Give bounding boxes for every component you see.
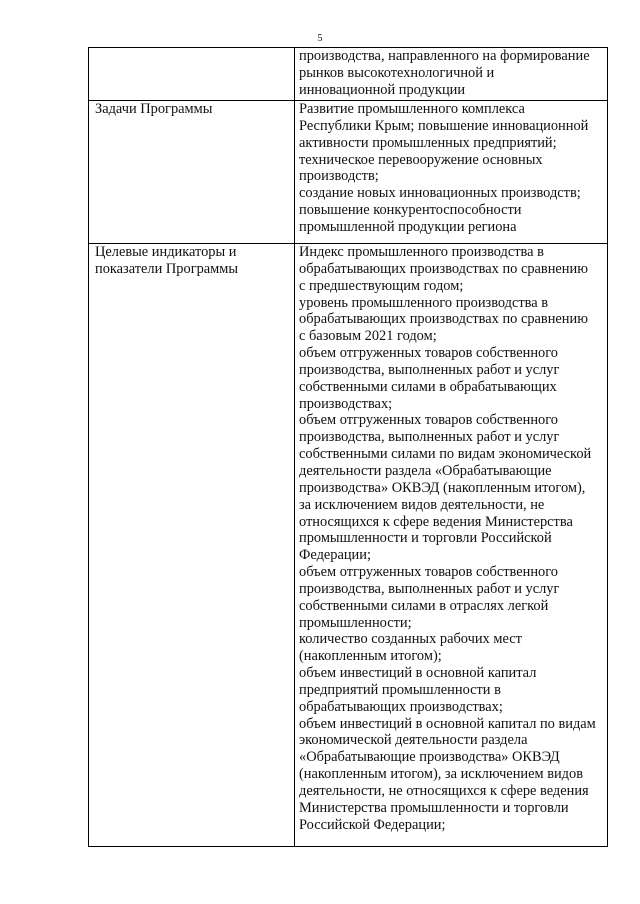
- row-content-cell: [295, 244, 608, 847]
- row-label-cell: [89, 48, 295, 101]
- content-line: активности промышленных предприятий;: [299, 134, 557, 151]
- row-label-line: показатели Программы: [95, 260, 239, 277]
- content-line: деятельности, не относящихся к сфере ведения: [299, 783, 589, 799]
- content-line: за исключением видов деятельности, не: [299, 496, 545, 513]
- content-line: промышленности и торговли Российской: [299, 530, 552, 547]
- content-line: техническое перевооружение основных: [299, 151, 543, 168]
- content-line: (накопленным итогом), за исключением видов: [299, 766, 583, 783]
- content-line: Республики Крым; повышение инновационной: [299, 117, 589, 134]
- content-line: производствах;: [299, 395, 393, 412]
- row-content-cell: [295, 101, 608, 244]
- content-line: экономической деятельности раздела: [299, 732, 528, 749]
- content-line: рынков высокотехнологичной и: [299, 64, 495, 81]
- content-line: уровень промышленного производства в: [299, 294, 549, 311]
- row-label-line: Целевые индикаторы и: [95, 244, 237, 260]
- content-line: производства, направленного на формирование: [299, 48, 590, 64]
- content-line: производства, выполненных работ и услуг: [299, 361, 560, 378]
- content-line: относящихся к сфере ведения Министерства: [299, 513, 573, 530]
- row-label-cell: [89, 244, 295, 847]
- content-line: Федерации;: [299, 547, 371, 564]
- table-row: [89, 244, 608, 847]
- content-line: Российской Федерации;: [299, 816, 446, 833]
- content-line: «Обрабатывающие производства» ОКВЭД: [299, 749, 560, 766]
- content-line: обрабатывающих производствах по сравнению: [299, 260, 588, 277]
- content-line: собственными силами по видам экономической: [299, 446, 592, 463]
- content-line: с базовым 2021 годом;: [299, 328, 437, 345]
- content-line: промышленности;: [299, 614, 412, 631]
- row-label-line: Задачи Программы: [95, 101, 213, 117]
- content-line: деятельности раздела «Обрабатывающие: [299, 462, 552, 479]
- row-content-cell: [295, 48, 608, 101]
- content-line: предприятий промышленности в: [299, 681, 501, 698]
- table-row: [89, 48, 608, 101]
- content-line: количество созданных рабочих мест: [299, 631, 522, 648]
- content-line: с предшествующим годом;: [299, 277, 464, 294]
- content-line: объем инвестиций в основной капитал: [299, 665, 537, 682]
- content-line: собственными силами в отраслях легкой: [299, 597, 549, 614]
- content-line: (накопленным итогом);: [299, 648, 442, 665]
- content-line: объем отгруженных товаров собственного: [299, 412, 558, 429]
- table-row: [89, 101, 608, 244]
- content-line: повышение конкурентоспособности: [299, 202, 522, 219]
- content-line: обрабатывающих производствах;: [299, 698, 503, 715]
- content-line: объем инвестиций в основной капитал по видам: [299, 715, 596, 732]
- content-line: производств;: [299, 168, 379, 185]
- content-line: Министерства промышленности и торговли: [299, 799, 569, 816]
- content-line: обрабатывающих производствах по сравнению: [299, 311, 588, 328]
- content-line: производства, выполненных работ и услуг: [299, 580, 560, 597]
- program-passport-table: [88, 47, 608, 847]
- page-number: 5: [317, 33, 323, 44]
- content-line: собственными силами в обрабатывающих: [299, 378, 557, 395]
- content-line: объем отгруженных товаров собственного: [299, 345, 558, 362]
- content-line: создание новых инновационных производств;: [299, 185, 581, 202]
- row-label-cell: [89, 101, 295, 244]
- content-line: промышленной продукции региона: [299, 218, 517, 235]
- content-line: производства» ОКВЭД (накопленным итогом),: [299, 479, 586, 496]
- content-line: Развитие промышленного комплекса: [299, 101, 525, 117]
- content-line: производства, выполненных работ и услуг: [299, 429, 560, 446]
- content-line: объем отгруженных товаров собственного: [299, 564, 558, 581]
- content-line: инновационной продукции: [299, 81, 466, 98]
- content-line: Индекс промышленного производства в: [299, 244, 544, 260]
